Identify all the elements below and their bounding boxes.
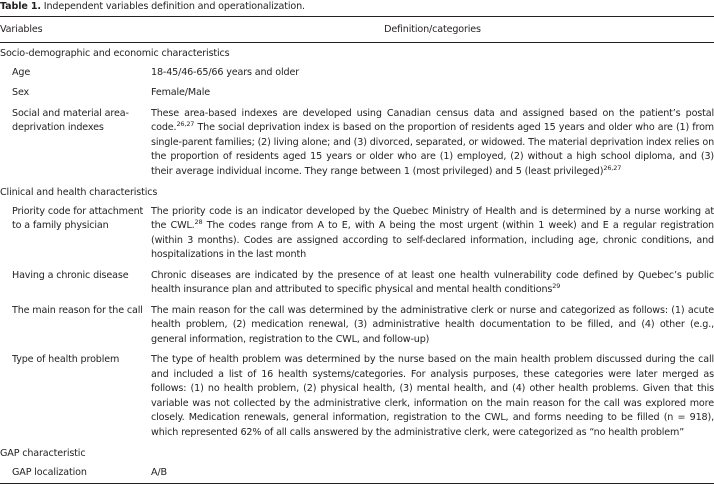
variables-table-container (0, 16, 714, 484)
variables-table (0, 16, 714, 484)
variable-name: Type of health problem (12, 354, 120, 365)
definition-text: The codes range from A to E, with A being the most urgent (within 1 week) and E a regular registration (within 3 months). Codes are assigned according to self-declared information, including age, chronic conditions, and hospitalizations in the last month (151, 220, 714, 260)
citation-ref: 29 (552, 282, 561, 290)
table-row (0, 104, 714, 183)
variable-name: The main reason for the call (12, 304, 143, 316)
definition-text: These area-based indexes are developed using Canadian census data and assigned based on the patient’s postal code. (151, 107, 714, 133)
table-title: Independent variables definition and operationalization. (40, 1, 305, 12)
variable-definition: 18-45/46-65/66 years and older (151, 66, 299, 78)
variable-definition: A/B (151, 466, 167, 478)
variable-definition (151, 104, 714, 183)
variable-name: Sex (12, 87, 30, 98)
table-row (0, 83, 714, 104)
variable-definition (151, 202, 714, 266)
section-title: Socio-demographic and economic characteristics (0, 48, 230, 59)
variable-definition: The type of health problem was determined by the nurse based on the main health problem discussed during the call and included a list of 16 health systems/categories. For analysis purposes, these categories were later merged as follows: (1) no health problem, (2) physical health, (3) mental health, and (4) other health problems. Given that this variable was not collected by the administrative clerk, information on the main reason for the call was explored more closely. Medication renewals, general information, registration to the CWL, and forms needing to be filled (n = 918), which represented 62% of all calls answered by the administrative clerk, were categorized as “no health problem” (151, 354, 714, 438)
section-title: GAP characteristic (0, 448, 86, 459)
column-header-variables: Variables (0, 24, 43, 35)
table-row (0, 463, 714, 484)
variable-name: GAP localization (12, 466, 87, 478)
column-header-definition: Definition/categories (384, 24, 481, 35)
section-title: Clinical and health characteristics (0, 187, 158, 198)
variable-name: Having a chronic disease (12, 269, 129, 281)
definition-text: The priority code is an indicator developed by the Quebec Ministry of Health and is determined by a nurse working at the CWL. (151, 205, 714, 231)
variable-definition: Female/Male (151, 87, 210, 98)
table-row (0, 202, 714, 266)
table-row (0, 266, 714, 301)
variable-definition (151, 266, 714, 301)
table-caption (0, 0, 305, 14)
section-row (0, 182, 714, 202)
table-header-row (0, 17, 714, 43)
table-row (0, 301, 714, 351)
table-row (0, 63, 714, 84)
section-row (0, 43, 714, 63)
variable-name: Age (12, 66, 31, 78)
citation-ref: 26,27 (603, 163, 622, 172)
citation-ref: 28 (194, 218, 203, 226)
table-row (0, 350, 714, 443)
section-row (0, 443, 714, 463)
definition-text: Chronic diseases are indicated by the presence of at least one health vulnerability code defined by Quebec’s public health insurance plan and attributed to specific physical and mental health conditions (151, 269, 714, 295)
definition-text: The social deprivation index is based on the proportion of residents aged 15 years and older who are (1) from single-parent families; (2) living alone; and (3) divorced, separated, or widowed. The material deprivation index relies on the proportion of residents aged 15 years or older who are (1) employed, (2) without a high school diploma, and (3) their average individual income. They range between 1 (most privileged) and 5 (least privileged) (151, 122, 714, 177)
citation-ref: 26,27 (176, 120, 195, 128)
table-label: Table 1. (0, 1, 41, 12)
variable-definition: The main reason for the call was determined by the administrative clerk or nurse and categorized as follows: (1) acute health problem, (2) medication renewal, (3) administrative health documentation to be filled, and (4) other (e.g., general information, registration to the CWL, and follow-up) (151, 304, 714, 345)
variable-name: Social and material area-deprivation indexes (12, 107, 129, 133)
variable-name: Priority code for attachment to a family physician (12, 205, 144, 231)
